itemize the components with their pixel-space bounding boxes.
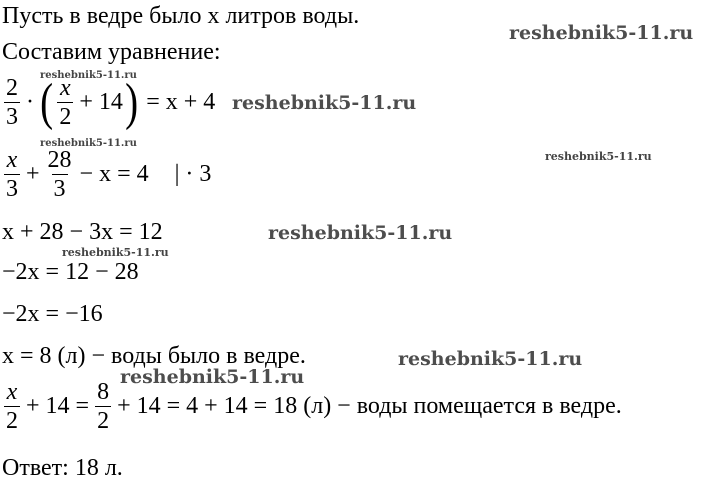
equation-3: x + 28 − 3x = 12 <box>2 219 163 245</box>
plus-sign: + <box>26 161 40 187</box>
watermark: reshebnik5-11.ru <box>40 138 137 149</box>
multiply-by-3-note: | · 3 <box>174 161 212 187</box>
equation-2-rest: − x = 4 <box>79 161 149 187</box>
watermark: reshebnik5-11.ru <box>398 348 583 370</box>
fraction-8-over-2: $\frac{8}{2}$ <box>97 379 110 434</box>
equation-5: −2x = −16 <box>2 301 103 327</box>
fraction-28-over-3: $\frac{28}{3}$ <box>47 147 72 202</box>
equation-7-rest: + 14 = 4 + 14 = 18 (л) − воды помещается в ведре. <box>117 393 622 419</box>
watermark: reshebnik5-11.ru <box>545 150 652 163</box>
fraction-x-over-3: $\frac{x}{3}$ <box>6 147 18 202</box>
left-paren: ( <box>40 73 54 131</box>
watermark: reshebnik5-11.ru <box>509 22 694 44</box>
equation-4: −2x = 12 − 28 <box>2 259 139 285</box>
right-paren: ) <box>125 73 139 131</box>
equation-2 <box>2 148 211 201</box>
answer-line: Ответ: 18 л. <box>2 455 123 481</box>
fraction-x-over-2-b: $\frac{x}{2}$ <box>6 379 18 434</box>
equation-6: x = 8 (л) − воды было в ведре. <box>2 343 306 369</box>
plus-14-equals: + 14 = <box>26 393 90 419</box>
problem-statement: Пусть в ведре было x литров воды. <box>2 3 360 29</box>
compose-equation-label: Составим уравнение: <box>2 39 221 65</box>
dot-operator: · <box>26 89 34 115</box>
watermark: reshebnik5-11.ru <box>120 366 305 388</box>
plus-14: + 14 <box>79 89 123 115</box>
watermark: reshebnik5-11.ru <box>232 92 417 114</box>
watermark: reshebnik5-11.ru <box>268 222 453 244</box>
fraction-x-over-2: $\frac{x}{2}$ <box>59 75 72 130</box>
equation-1-rhs: = x + 4 <box>146 89 216 115</box>
watermark: reshebnik5-11.ru <box>40 70 137 81</box>
watermark: reshebnik5-11.ru <box>62 246 169 259</box>
fraction-two-thirds: $\frac{2}{3}$ <box>6 75 18 130</box>
equation-7 <box>2 380 622 433</box>
